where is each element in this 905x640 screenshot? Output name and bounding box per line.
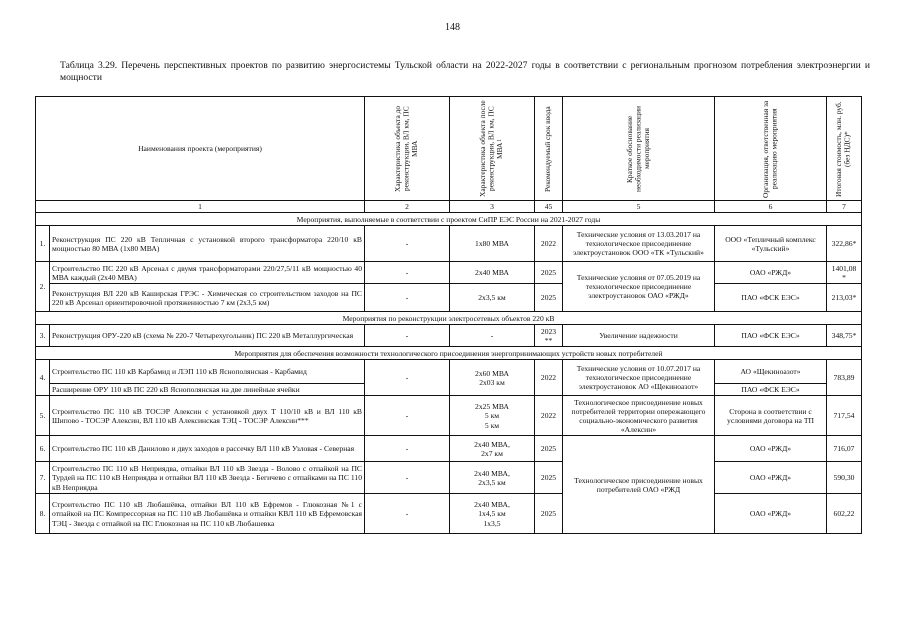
year-value: 2022 [535,396,563,436]
row-number: 8. [36,494,50,534]
after-value-line: 5 км [484,420,500,430]
org-name: АО «Щекиноазот» [715,360,827,384]
header-reason-text: Краткое обоснование необходимости реализации мероприятия [624,105,651,192]
org-name: Сторона в соответствии с условиями договора на ТП [715,396,827,436]
section-title-tech-connection: Мероприятия для обеспечения возможности технологического присоединения энергопринимающих устройств новых потребителей [36,347,862,360]
before-value: - [365,436,450,462]
header-after-mark: 1 [497,138,504,142]
after-value-line: 2х25 МВА [475,402,509,412]
after-value: 2х40 МВА [450,262,535,284]
after-value [450,462,535,494]
org-name: ПАО «ФСК ЕЭС» [715,284,827,312]
cost-value: 1401,08 * [827,262,862,284]
reason-text: Технические условия от 07.05.2019 на технологическое присоединение электроустановок ОАО «РЖД» [563,262,715,312]
table-row [36,396,862,436]
after-value-line: 5 км [484,411,500,421]
after-value: 2х3,5 км [450,284,535,312]
after-value-line: 2х40 МВА, [474,439,510,449]
header-year [535,97,563,201]
reason-text: Технологическое присоединение новых потребителей ОАО «РЖД [563,436,715,534]
org-name: ООО «Тепличный комплекс «Тульский» [715,226,827,262]
year-value: 2025 [535,436,563,462]
before-value: - [365,494,450,534]
cost-value: 590,30 [827,462,862,494]
org-name: ПАО «ФСК ЕЭС» [715,384,827,396]
table-caption: Таблица 3.29. Перечень перспективных проектов по развитию энергосистемы Тульской области на 2022-2027 годы в соответствии с региональным прогнозом потребления электроэнергии и мощности [60,60,870,83]
col-number-6: 6 [715,201,827,213]
row-number: 4. [36,360,50,396]
table-row [36,284,862,312]
project-name: Строительство ПС 110 кВ Карбамид и ЛЭП 110 кВ Яснополянская - Карбамид [50,360,365,384]
header-year-text: Рекомендуемый срок ввода [543,105,553,192]
col-number-7: 7 [827,201,862,213]
table-row [36,262,862,284]
header-reason [563,97,715,201]
after-value [450,494,535,534]
row-number: 7. [36,462,50,494]
year-value: 2025 [535,462,563,494]
org-name: ПАО «ФСК ЕЭС» [715,325,827,347]
header-cost [827,97,862,201]
project-name: Строительство ПС 110 кВ Любашёвка, отпайки ВЛ 110 кВ Ефремов - Глюкозная №1 с отпайкой на ПС Компрессорная на ПС 110 кВ Любашёвка и отпайки КВЛ 110 кВ Ефремовская ТЭЦ - Звезда с отпайкой на ПС Глюкозная на ПС 110 кВ Любашевка [50,494,365,534]
project-name: Строительство ПС 220 кВ Арсенал с двумя трансформаторами 220/27,5/11 кВ мощностью 40 МВА каждый (2х40 МВА) [50,262,365,284]
page-number: 148 [445,22,460,33]
after-value-line: 2х7 км [481,448,503,458]
row-number: 1. [36,226,50,262]
after-value: - [450,325,535,347]
after-value-line: 2х60 МВА [475,368,509,378]
section-row [36,312,862,325]
reason-text: Увеличение надежности [563,325,715,347]
project-name: Строительство ПС 110 кВ Данилово и двух заходов в рассечку ВЛ 110 кВ Узловая - Северная [50,436,365,462]
after-value: 1х80 МВА [450,226,535,262]
before-value: - [365,226,450,262]
table-row [36,226,862,262]
reason-text: Технические условия от 10.07.2017 на технологическое присоединение электроустановок АО «Щекиноазот» [563,360,715,396]
header-before [365,97,450,201]
header-project-name: Наименования проекта (мероприятия) [36,97,365,201]
cost-value: 716,07 [827,436,862,462]
project-name: Расширение ОРУ 110 кВ ПС 220 кВ Яснополянская на две линейные ячейки [50,384,365,396]
project-name: Реконструкция ПС 220 кВ Тепличная с установкой второго трансформатора 220/10 кВ мощностью 80 МВА (1х80 МВА) [50,226,365,262]
table-row [36,325,862,347]
after-value-line: 2х03 км [479,377,505,387]
col-number-1: 1 [36,201,365,213]
row-number: 6. [36,436,50,462]
header-org-text: Организация, ответственная за реализацию мероприятия [760,99,779,198]
year-value: 2022 [535,226,563,262]
year-value: 2025 [535,284,563,312]
year-value: 2025 [535,494,563,534]
header-org [715,97,827,201]
header-before-text: Характеристика объекта до реконструкции, ВЛ км, ПС МВА [393,105,420,192]
after-value-line: 2х40 МВА, [474,468,510,478]
org-name: ОАО «РЖД» [715,262,827,284]
year-value: 2022 [535,360,563,396]
cost-value: 322,86* [827,226,862,262]
row-number: 3. [36,325,50,347]
table-row [36,494,862,534]
col-number-5: 5 [563,201,715,213]
section-row [36,347,862,360]
project-name: Реконструкция ВЛ 220 кВ Каширская ГРЭС - Химическая со строительством заходов на ПС 220 кВ Арсенал ориентировочной протяженностью 7 км (2х3,5 км) [50,284,365,312]
before-value: - [365,462,450,494]
project-name: Строительство ПС 110 кВ ТОСЭР Алексин с установкой двух Т 110/10 кВ и ВЛ 110 кВ Шипово - ТОСЭР Алексин, ВЛ 110 кВ Алексинская ТЭЦ - ТОСЭР Алексин*** [50,396,365,436]
section-title-reconstruction: Мероприятия по реконструкции электросетевых объектов 220 кВ [36,312,862,325]
cost-value: 213,03* [827,284,862,312]
table-row [36,436,862,462]
org-name: ОАО «РЖД» [715,462,827,494]
col-number-3: 3 [450,201,535,213]
before-value: - [365,360,450,396]
before-value: - [365,284,450,312]
column-number-row [36,201,862,213]
after-value-line: 1х3,5 [483,518,501,528]
after-value-line: 1х4,5 км [478,509,506,519]
after-value [450,436,535,462]
projects-table [35,96,862,534]
table-row [36,360,862,384]
cost-value: 602,22 [827,494,862,534]
header-cost-text: Итоговая стоимость, млн. руб. (без НДС)* [834,100,852,197]
after-value-line: 2х40 МВА, [474,500,510,510]
reason-text: Технические условия от 13.03.2017 на технологическое присоединение электроустановок ООО «ТК «Тульский» [563,226,715,262]
after-value-line: 2х3,5 км [478,477,506,487]
before-value: - [365,396,450,436]
before-value: - [365,325,450,347]
table-header-row [36,97,862,201]
year-value: 2023 ** [535,325,563,347]
project-name: Реконструкция ОРУ-220 кВ (схема № 220-7 Четырехугольник) ПС 220 кВ Металлургическая [50,325,365,347]
col-number-2: 2 [365,201,450,213]
header-after-text: Характеристика объекта после реконструкции, ВЛ км, ПС МВА1 [478,100,505,197]
after-value [450,360,535,396]
reason-text: Технологическое присоединение новых потребителей территории опережающего социально-экономического развития «Алексин» [563,396,715,436]
org-name: ОАО «РЖД» [715,436,827,462]
project-name: Строительство ПС 110 кВ Неприядва, отпайки ВЛ 110 кВ Звезда - Волово с отпайкой на ПС Турдей на ПС 110 кВ Неприядва и отпайки ВЛ 110 кВ Звезда - Бегичево с отпайками на ПС 110 кВ Неприядва [50,462,365,494]
table-row [36,462,862,494]
org-name: ОАО «РЖД» [715,494,827,534]
header-after [450,97,535,201]
after-value [450,396,535,436]
cost-value: 783,89 [827,360,862,396]
section-row [36,213,862,226]
year-value: 2025 [535,262,563,284]
before-value: - [365,262,450,284]
row-number: 2. [36,262,50,312]
cost-value: 348,75* [827,325,862,347]
col-number-4: 45 [535,201,563,213]
cost-value: 717,54 [827,396,862,436]
row-number: 5. [36,396,50,436]
section-title-sipr: Мероприятия, выполняемые в соответствии с проектом СиПР ЕЭС России на 2021-2027 годы [36,213,862,226]
